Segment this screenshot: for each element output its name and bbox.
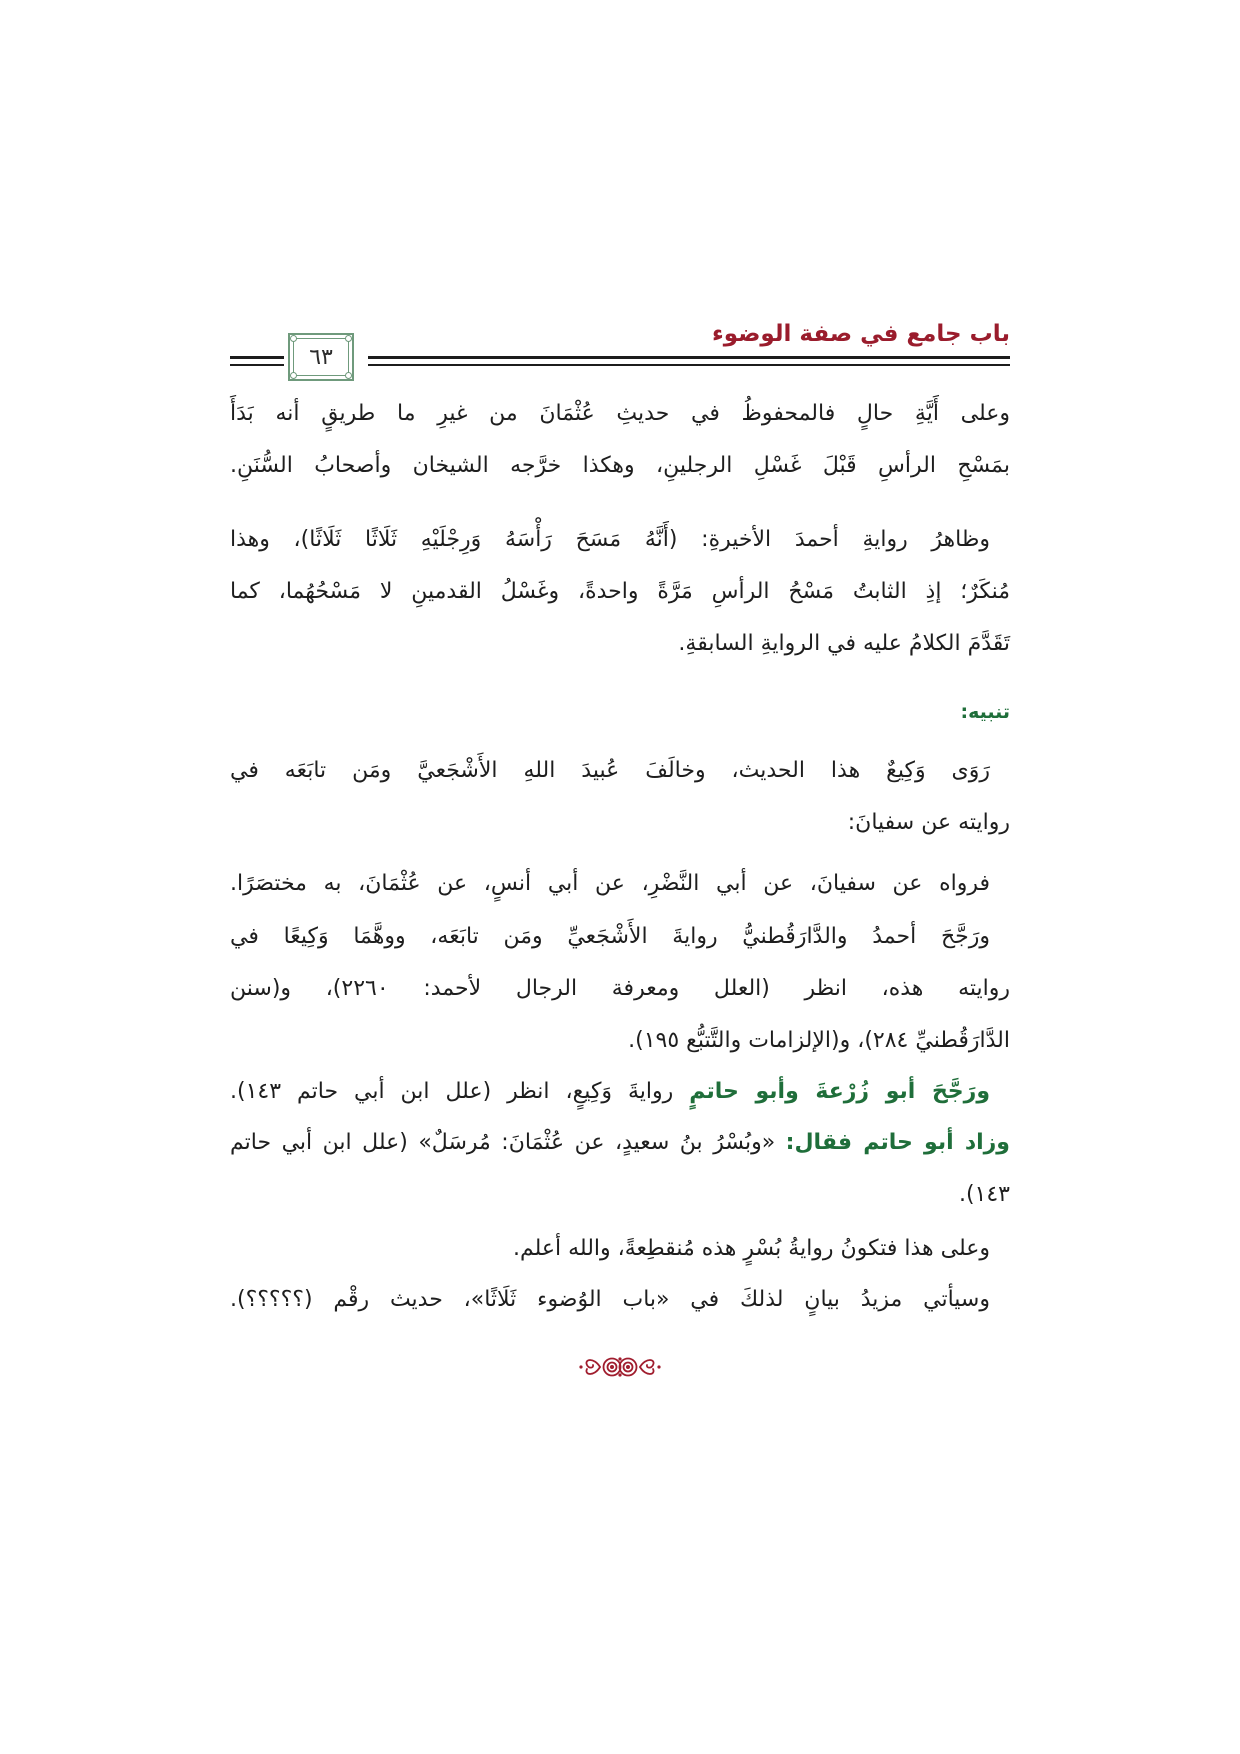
floral-divider-icon	[578, 1350, 662, 1384]
header-rule-right-thin	[368, 364, 1010, 366]
frame-corner-icon	[290, 335, 297, 342]
paragraph-line: رَوَى وَكِيعٌ هذا الحديث، وخالَفَ عُبيدَ اللهِ الأَشْجَعيَّ ومَن تابَعَه في	[230, 758, 990, 783]
paragraph-line: بمَسْحِ الرأسِ قَبْلَ غَسْلِ الرجلينِ، وهكذا خرَّجه الشيخان وأصحابُ السُّنَنِ.	[230, 453, 1010, 478]
note-heading: تنبيه:	[960, 701, 1010, 723]
paragraph-line: تَقَدَّمَ الكلامُ عليه في الروايةِ السابقةِ.	[678, 631, 1010, 656]
paragraph	[230, 1274, 1010, 1326]
paragraph-line: فرواه عن سفيانَ، عن أبي النَّضْرِ، عن أبي أنسٍ، عن عُثْمَانَ، به مختصَرًا.	[230, 871, 990, 896]
frame-corner-icon	[290, 372, 297, 379]
paragraph	[230, 858, 1010, 910]
paragraph-line: وعلى أَيَّةِ حالٍ فالمحفوظُ في حديثِ عُثْمَانَ من غيرِ ما طريقٍ أنه بَدَأَ	[230, 401, 1010, 426]
paragraph-line: وعلى هذا فتكونُ روايةُ بُسْرٍ هذه مُنقطِعةً، والله أعلم.	[512, 1236, 990, 1261]
paragraph-line: ورَجَّحَ أحمدُ والدَّارَقُطنيُّ روايةَ الأَشْجَعيِّ ومَن تابَعَه، ووهَّمَا وَكِيعًا في	[230, 924, 990, 949]
highlighted-lead: وزاد أبو حاتم فقال:	[785, 1130, 1010, 1155]
running-header-title: باب جامع في صفة الوضوء	[712, 321, 1010, 347]
paragraph	[230, 911, 1010, 1067]
paragraph-line: روايته عن سفيانَ:	[847, 810, 1010, 835]
highlighted-lead: ورَجَّحَ أبو زُرْعةَ وأبو حاتمٍ	[689, 1079, 991, 1104]
paragraph	[230, 1066, 1010, 1118]
paragraph-line: ١٤٣).	[958, 1182, 1010, 1207]
paragraph	[230, 745, 1010, 849]
frame-corner-icon	[345, 335, 352, 342]
line-text: «وبُسْرُ بنُ سعيدٍ، عن عُثْمَانَ: مُرسَلٌ» (علل ابن أبي حاتم	[230, 1130, 786, 1155]
paragraph-line: مُنكَرٌ؛ إذِ الثابتُ مَسْحُ الرأسِ مَرَّةً واحدةً، وغَسْلُ القدمينِ لا مَسْحُهُما، كما	[230, 579, 1010, 604]
frame-corner-icon	[345, 372, 352, 379]
page-number-frame	[288, 333, 354, 381]
paragraph	[230, 1223, 1010, 1275]
header-rule-left	[230, 356, 284, 359]
header-rule-right	[368, 356, 1010, 359]
paragraph	[230, 388, 1010, 492]
paragraph-line: وظاهرُ روايةِ أحمدَ الأخيرةِ: (أَنَّهُ مَسَحَ رَأْسَهُ وَرِجْلَيْهِ ثَلَاثًا ثَلَاثًا)، وهذا	[230, 527, 990, 552]
paragraph	[230, 1117, 1010, 1221]
paragraph	[230, 514, 1010, 670]
line-text: روايةَ وَكِيعٍ، انظر (علل ابن أبي حاتم ١٤٣).	[230, 1079, 690, 1104]
paragraph-line: روايته هذه، انظر (العلل ومعرفة الرجال لأحمد: ٢٢٦٠)، و(سنن	[230, 976, 1011, 1001]
header-rule-left-thin	[230, 364, 284, 366]
page-number-inner	[293, 338, 349, 376]
paragraph-line	[230, 1117, 1010, 1169]
page-number: ٦٣	[309, 344, 333, 370]
paragraph-line: وسيأتي مزيدُ بيانٍ لذلكَ في «باب الوُضوء ثَلَاثًا»، حديث رقْم (؟؟؟؟؟).	[230, 1287, 990, 1312]
paragraph-line	[230, 1066, 1010, 1118]
paragraph-line: الدَّارَقُطنيِّ ٢٨٤)، و(الإلزامات والتَّتبُّع ١٩٥).	[628, 1028, 1010, 1053]
